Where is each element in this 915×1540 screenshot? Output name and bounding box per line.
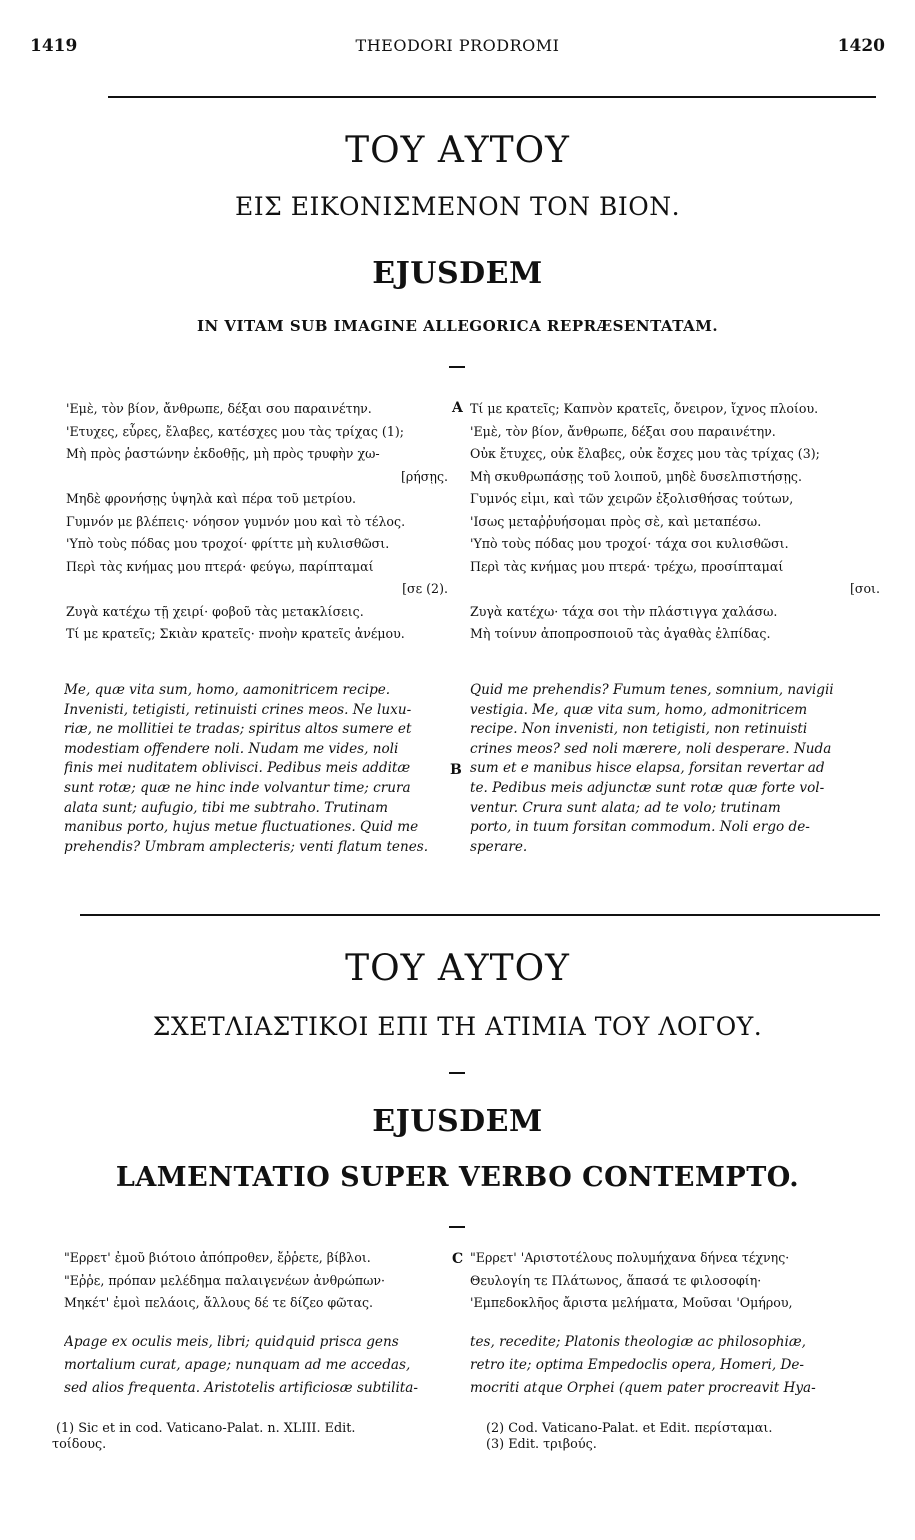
prose-line: mortalium curat, apage; nunquam ad me accedas, [64,1357,411,1373]
running-title: THEODORI PRODROMI [355,36,560,55]
poem2-latin-subtitle: LAMENTATIO SUPER VERBO CONTEMPTO. [115,1162,800,1193]
verse-line: 'Υπὸ τοὺς πόδας μου τροχοί· τάχα σοι κυλισθῶσι. [470,536,789,551]
prose-line: Me, quæ vita sum, homo, aamonitricem recipe. [64,682,391,698]
prose-line: sunt rotæ; quæ ne hinc inde volvantur time; crura [64,779,411,796]
prose-line: recipe. Non invenisti, non tetigisti, non retinuisti [470,721,808,738]
verse-line: Θευλογίη τε Πλάτωνος, ἅπασά τε φιλοσοφίη· [470,1272,762,1288]
prose-line: finis mei nuditatem oblivisci. Pedibus meis additæ [64,760,411,777]
poem1-greek-right [470,398,880,646]
separator-dash [449,1226,465,1228]
poem2-latin-left [64,1331,448,1400]
verse-line: "Εῤῥε, πρόπαν μελέδημα παλαιγενέων ἀνθρώπων· [64,1272,386,1288]
page-header [30,36,885,60]
page-number-right: 1420 [837,36,885,56]
footnotes-left [52,1421,452,1453]
verse-line: 'Υπὸ τοὺς πόδας μου τροχοί· φρίττε μὴ κυλισθῶσι. [66,536,390,551]
prose-line: ventur. Crura sunt alata; ad te volo; trutinam [470,799,781,816]
margin-marker-a: A [452,400,463,416]
prose-line: modestiam offendere noli. Nudam me vides, noli [64,740,399,757]
verse-line: Γυμνόν με βλέπεις· νόησον γυμνόν μου καὶ τὸ τέλος. [66,513,406,529]
page-number-left: 1419 [30,36,78,56]
verse-line: Περὶ τὰς κνήμας μου πτερά· τρέχω, προσίπταμαί [470,558,784,574]
verse-line: 'Ισως μεταῤῥυήσομαι πρὸς σὲ, καὶ μεταπέσω. [470,513,762,529]
verse-line: Τί με κρατεῖς; Καπνὸν κρατεῖς, ὄνειρον, ἴχνος πλοίου. [470,401,819,416]
footnote: (3) Edit. τριβούς. [486,1437,597,1452]
verse-line: 'Εμπεδοκλῆος ἄριστα μελήματα, Μοῦσαι 'Ομήρου, [470,1295,793,1310]
poem1-greek-title: ΤΟΥ ΑΥΤΟΥ [345,130,570,171]
margin-marker-c: C [452,1251,464,1267]
poem1-latin-right [470,681,880,857]
prose-line: Invenisti, tetigisti, retinuisti crines meos. Ne luxu- [64,701,412,718]
verse-line-continuation: [ρήσῃς. [400,468,448,484]
poem2-greek-title: ΤΟΥ ΑΥΤΟΥ [345,948,570,989]
poem1-greek-left [66,398,448,646]
prose-line: crines meos? sed noli mærere, noli desperare. Nuda [470,740,832,757]
prose-line: te. Pedibus meis adjunctæ sunt rotæ quæ forte vol- [470,779,825,796]
margin-marker-b: B [450,762,462,778]
prose-line: alata sunt; aufugio, tibi me subtraho. Trutinam [64,799,388,816]
prose-line: Apage ex oculis meis, libri; quidquid prisca gens [64,1334,399,1350]
prose-line: manibus porto, hujus metue fluctuationes. Quid me [64,819,419,836]
verse-line: Ζυγὰ κατέχω· τάχα σοι τὴν πλάστιγγα χαλάσω. [470,603,778,619]
verse-line: Περὶ τὰς κνήμας μου πτερά· φεύγω, παρίπταμαί [66,558,374,574]
prose-line: sed alios frequenta. Aristotelis artificiosæ subtilita- [64,1380,418,1396]
verse-line: Μὴ σκυθρωπάσῃς τοῦ λοιποῦ, μηδὲ δυσελπιστήσῃς. [470,468,802,484]
footnotes-right [486,1421,886,1453]
poem2-latin-right [470,1331,880,1400]
prose-line: mocriti atque Orphei (quem pater procreavit Hya- [470,1380,816,1396]
verse-line: 'Ετυχες, εὗρες, ἔλαβες, κατέσχες μου τὰς τρίχας (1); [66,423,404,439]
verse-line-continuation: [σε (2). [402,581,448,596]
verse-line: "Ερρετ' 'Αριστοτέλους πολυμήχανα δήνεα τέχνης· [470,1250,790,1265]
verse-line: Οὐκ ἔτυχες, οὐκ ἔλαβες, οὐκ ἔσχες μου τὰς τρίχας (3); [470,446,820,461]
verse-line: Μὴ πρὸς ῥαστώνην ἐκδοθῇς, μὴ πρὸς τρυφὴν χω- [66,446,380,461]
prose-line: sum et e manibus hisce elapsa, forsitan revertar ad [470,760,825,777]
poem2-greek-subtitle: ΣΧΕΤΛΙΑΣΤΙΚΟΙ ΕΠΙ ΤΗ ΑΤΙΜΙΑ ΤΟΥ ΛΟΓΟΥ. [152,1012,763,1041]
verse-line: 'Εμὲ, τὸν βίον, ἄνθρωπε, δέξαι σου παραινέτην. [470,423,776,439]
footnote: (2) Cod. Vaticano-Palat. et Edit. περίσταμαι. [486,1421,773,1436]
verse-line: Τί με κρατεῖς; Σκιὰν κρατεῖς· πνοὴν κρατεῖς ἀνέμου. [66,626,405,641]
footnote-continuation: τοίδους. [52,1437,107,1452]
prose-line: vestigia. Me, quæ vita sum, homo, admonitricem [470,701,808,718]
poem2-latin-title: EJUSDEM [372,1104,543,1139]
footnote: (1) Sic et in cod. Vaticano-Palat. n. XLIII. Edit. [56,1421,356,1436]
prose-line: prehendis? Umbram amplecteris; venti flatum tenes. [64,838,429,855]
prose-line: sperare. [470,838,528,855]
poem1-latin-left [64,681,448,857]
poem2-greek-left [64,1247,448,1315]
verse-line: Γυμνός εἰμι, καὶ τῶν χειρῶν ἐξολισθήσας τούτων, [470,491,794,506]
separator-dash [449,1072,465,1074]
verse-line: Ζυγὰ κατέχω τῇ χειρί· φοβοῦ τὰς μετακλίσεις. [66,603,364,619]
verse-line: Μηδὲ φρονήσῃς ὑψηλὰ καὶ πέρα τοῦ μετρίου. [66,491,357,506]
section-rule [80,914,880,916]
poem1-latin-subtitle: IN VITAM SUB IMAGINE ALLEGORICA REPRÆSENTATAM. [196,317,719,335]
verse-line: Μὴ τοίνυν ἀποπροσποιοῦ τὰς ἀγαθὰς ἐλπίδας. [470,626,771,641]
verse-line-continuation: [σοι. [849,581,880,596]
verse-line: "Ερρετ' ἐμοῦ βιότοιο ἀπόπροθεν, ἔῤῥετε, βίβλοι. [64,1250,371,1265]
verse-line: 'Εμὲ, τὸν βίον, ἄνθρωπε, δέξαι σου παραινέτην. [66,401,372,416]
prose-line: porto, in tuum forsitan commodum. Noli ergo de- [470,819,810,836]
prose-line: Quid me prehendis? Fumum tenes, somnium, navigii [470,682,834,698]
prose-line: tes, recedite; Platonis theologiæ ac philosophiæ, [470,1334,806,1350]
verse-line: Μηκέτ' ἐμοὶ πελάοις, ἄλλους δέ τε δίζεο φῶτας. [64,1295,374,1310]
prose-line: riæ, ne mollitiei te tradas; spiritus altos sumere et [64,721,412,738]
header-rule [108,96,876,98]
prose-line: retro ite; optima Empedoclis opera, Homeri, De- [470,1357,805,1373]
poem1-greek-subtitle: ΕΙΣ ΕΙΚΟΝΙΣΜΕΝΟΝ ΤΟΝ ΒΙΟΝ. [234,192,681,221]
poem1-latin-title: EJUSDEM [372,256,543,291]
separator-dash [449,366,465,368]
poem2-greek-right [470,1247,880,1315]
